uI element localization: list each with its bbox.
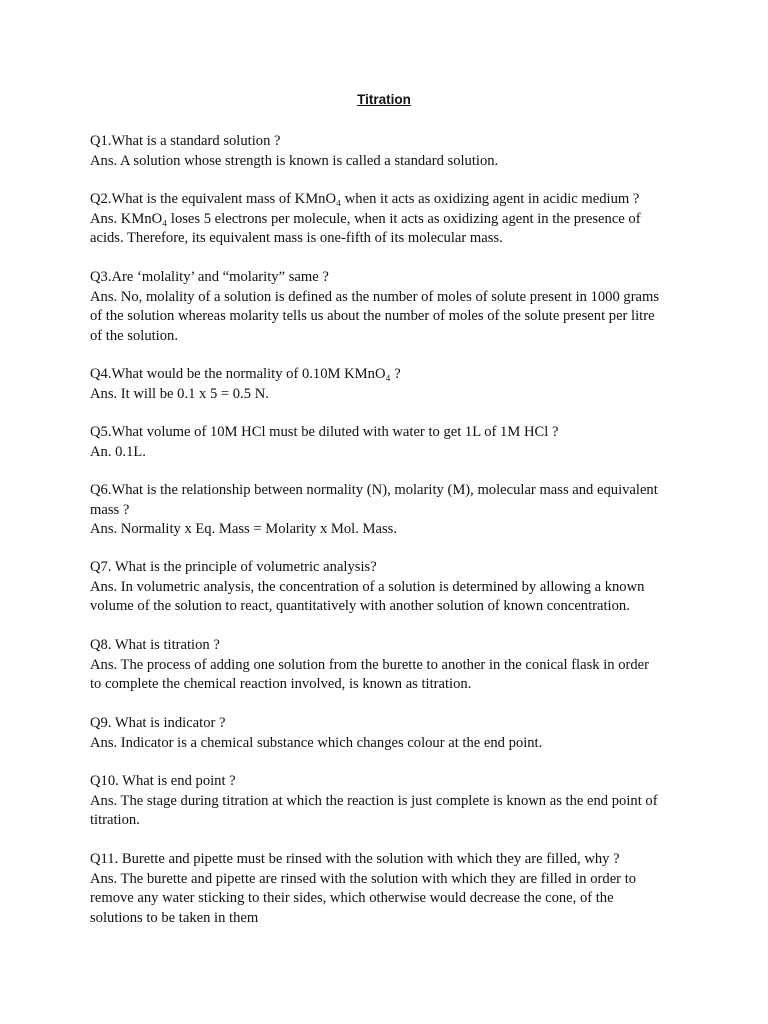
qa-item-10 [90,772,690,831]
question-text: Q2.What is the equivalent mass of KMnO₄ when it acts as oxidizing agent in acidic medium ? [90,191,640,207]
qa-item-9 [90,714,690,753]
answer-text: An. 0.1L. [90,443,146,460]
answer-text: solutions to be taken in them [90,909,259,926]
answer-text: Ans. The process of adding one solution from the burette to another in the conical flask in order [90,656,650,673]
page-title: Titration [357,92,411,107]
question-text: Q8. What is titration ? [90,637,220,653]
question-text: Q7. What is the principle of volumetric analysis? [90,559,377,575]
qa-item-1 [90,132,690,171]
question-text: Q6.What is the relationship between normality (N), molarity (M), molecular mass and equivalent [90,482,658,498]
qa-item-4 [90,365,690,404]
answer-text: Ans. The burette and pipette are rinsed with the solution with which they are filled in order to [90,870,637,887]
answer-text: Ans. No, molality of a solution is defined as the number of moles of solute present in 1000 grams [90,288,660,305]
qa-item-8 [90,636,690,695]
qa-item-11 [90,850,690,928]
qa-item-6 [90,481,690,540]
question-text: Q5.What volume of 10M HCl must be diluted with water to get 1L of 1M HCl ? [90,424,559,440]
answer-text: acids. Therefore, its equivalent mass is one-fifth of its molecular mass. [90,230,503,246]
question-text: Q9. What is indicator ? [90,715,226,731]
answer-text: of the solution whereas molarity tells us about the number of moles of the solute present per litre [90,308,655,324]
qa-item-2 [90,190,690,249]
answer-text: Ans. KMnO₄ loses 5 electrons per molecule, when it acts as oxidizing agent in the presence of [90,210,641,227]
question-text: Q1.What is a standard solution ? [90,133,281,149]
answer-text: Ans. In volumetric analysis, the concentration of a solution is determined by allowing a known [90,578,645,595]
question-text: Q10. What is end point ? [90,773,236,789]
answer-text: of the solution. [90,327,178,344]
question-text: Q11. Burette and pipette must be rinsed with the solution with which they are filled, why ? [90,851,620,867]
question-text: Q3.Are ‘molality’ and “molarity” same ? [90,269,329,285]
answer-text: Ans. The stage during titration at which the reaction is just complete is known as the end point of [90,792,658,809]
answer-text: Ans. It will be 0.1 x 5 = 0.5 N. [90,385,269,402]
answer-text: titration. [90,812,140,828]
qa-item-3 [90,268,690,346]
qa-item-7 [90,558,690,617]
qa-item-5 [90,423,690,462]
answer-text: remove any water sticking to their sides, which otherwise would decrease the cone, of the [90,890,614,906]
answer-text: Ans. Indicator is a chemical substance which changes colour at the end point. [90,734,543,751]
question-text: Q4.What would be the normality of 0.10M KMnO₄ ? [90,366,401,382]
question-text: mass ? [90,501,130,518]
answer-text: Ans. A solution whose strength is known is called a standard solution. [90,152,499,169]
answer-text: Ans. Normality x Eq. Mass = Molarity x Mol. Mass. [90,521,397,537]
answer-text: to complete the chemical reaction involved, is known as titration. [90,676,472,692]
answer-text: volume of the solution to react, quantitatively with another solution of known concentration. [90,598,630,614]
